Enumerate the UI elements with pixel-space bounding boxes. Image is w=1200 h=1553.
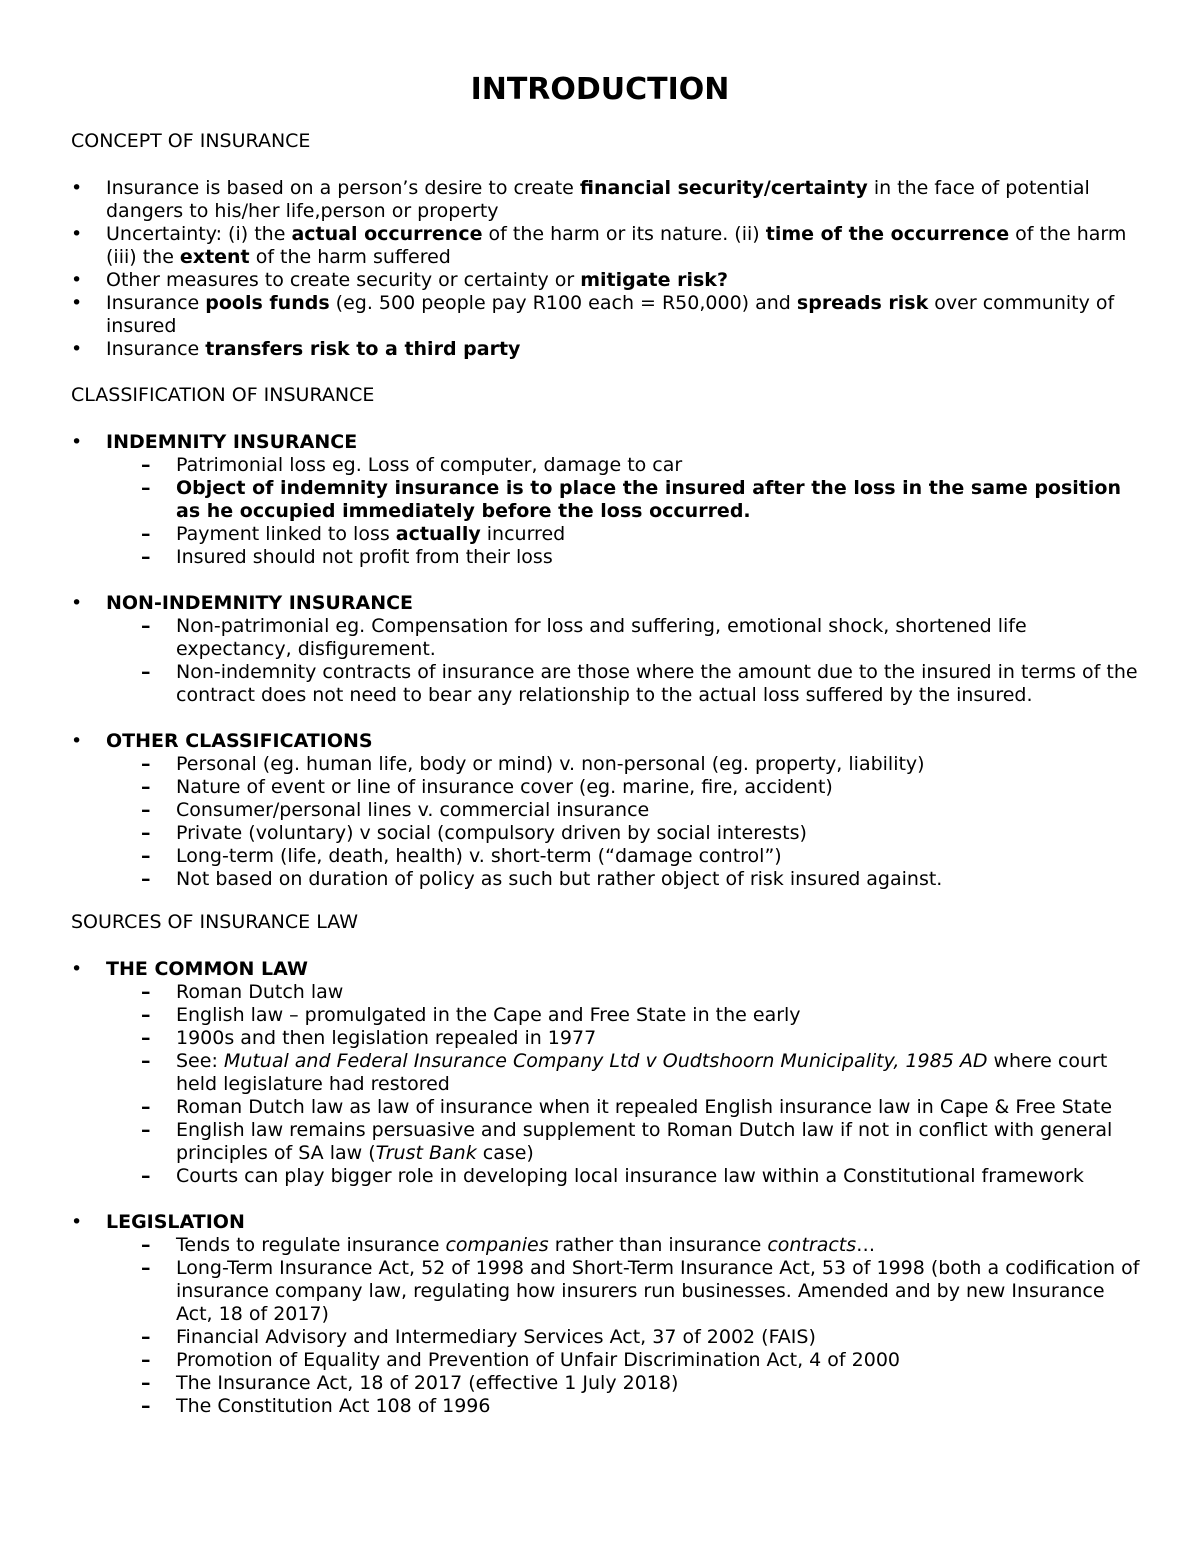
text-run: 1900s and then legislation repealed in 1977 [176, 1027, 597, 1049]
text-run: Trust Bank [375, 1142, 477, 1164]
text-run: Patrimonial loss eg. Loss of computer, damage to car [176, 454, 683, 476]
sub-list-item [141, 981, 1141, 1004]
list-item [71, 223, 1141, 269]
text-run: Tends to regulate insurance [176, 1234, 446, 1256]
text-run: Non-patrimonial eg. Compensation for loss and suffering, emotional shock, shortened life expectancy, disfigurement. [176, 615, 1027, 660]
sub-list-item-text [176, 546, 553, 568]
sub-list-item-text [176, 868, 942, 890]
dash-icon: – [141, 868, 151, 890]
text-run: Long-term (life, death, health) v. short-term (“damage control”) [176, 845, 782, 867]
dash-icon: – [141, 822, 151, 844]
text-run: Private (voluntary) v social (compulsory driven by social interests) [176, 822, 807, 844]
sub-list-item-text [176, 1349, 900, 1371]
sub-list-item [141, 1395, 1141, 1418]
text-run: See: [176, 1050, 224, 1072]
sub-list [71, 1234, 1141, 1418]
sub-list-item-text [176, 1326, 816, 1348]
sub-list-item-text [176, 1257, 1139, 1325]
sub-list-item-text [176, 477, 1121, 522]
text-run: Uncertainty: (i) the [106, 223, 292, 245]
sub-list-item [141, 661, 1141, 707]
text-run: companies [445, 1234, 549, 1256]
sub-list-item [141, 1096, 1141, 1119]
text-run: Insurance [106, 338, 206, 360]
dash-icon: – [141, 546, 151, 568]
text-run: case) [476, 1142, 534, 1164]
sub-list [71, 981, 1141, 1188]
sub-list-item [141, 822, 1141, 845]
text-run: mitigate risk? [580, 269, 728, 291]
list-item [71, 177, 1141, 223]
bullet-icon: • [71, 958, 83, 980]
text-run: Insurance is based on a person’s desire to create [106, 177, 580, 199]
dash-icon: – [141, 1004, 151, 1026]
sub-list-item-text [176, 1096, 1112, 1118]
text-run: rather than insurance [548, 1234, 768, 1256]
sub-list-item [141, 1234, 1141, 1257]
dash-icon: – [141, 1395, 151, 1417]
list-item-text [106, 269, 728, 291]
sub-list-item [141, 868, 1141, 891]
group-item [71, 730, 1141, 891]
sub-list-item [141, 1257, 1141, 1326]
sub-list-item-text [176, 1027, 596, 1049]
bullet-icon: • [71, 338, 83, 360]
sub-list-item-text [176, 822, 807, 844]
text-run: Not based on duration of policy as such but rather object of risk insured against. [176, 868, 943, 890]
bullet-icon: • [71, 223, 83, 245]
dash-icon: – [141, 753, 151, 775]
sub-list-item [141, 1050, 1141, 1096]
text-run: Roman Dutch law [176, 981, 344, 1003]
sub-list-item [141, 454, 1141, 477]
dash-icon: – [141, 1165, 151, 1187]
sub-list-item-text [176, 1234, 875, 1256]
group-label: LEGISLATION [106, 1211, 245, 1233]
dash-icon: – [141, 1119, 151, 1141]
dash-icon: – [141, 1349, 151, 1371]
text-run: English law – promulgated in the Cape and Free State in the early [176, 1004, 801, 1026]
text-run: Promotion of Equality and Prevention of Unfair Discrimination Act, 4 of 2000 [176, 1349, 900, 1371]
bullet-list [71, 958, 1141, 1418]
sub-list-item [141, 1119, 1141, 1165]
sub-list-item [141, 753, 1141, 776]
sub-list [71, 615, 1141, 707]
dash-icon: – [141, 845, 151, 867]
bullet-icon: • [71, 177, 83, 199]
sub-list-item-text [176, 776, 833, 798]
list-item-text [106, 338, 520, 360]
section-concept-of-insurance [71, 130, 1141, 361]
sub-list-item-text [176, 1050, 1107, 1095]
sub-list [71, 753, 1141, 891]
text-run: where court held legislature had restored [176, 1050, 1108, 1095]
section-sources-of-insurance-law [71, 911, 1141, 1441]
text-run: actual occurrence [291, 223, 483, 245]
sub-list-item-text [176, 1004, 801, 1026]
sub-list-item-text [176, 615, 1027, 660]
dash-icon: – [141, 1096, 151, 1118]
sub-list-item [141, 523, 1141, 546]
sub-list-item [141, 1165, 1141, 1188]
dash-icon: – [141, 776, 151, 798]
section-classification-of-insurance [71, 384, 1141, 914]
bullet-icon: • [71, 431, 83, 453]
bullet-icon: • [71, 730, 83, 752]
text-run: Mutual and Federal Insurance Company Ltd v Oudtshoorn Municipality, 1985 AD [223, 1050, 988, 1072]
section-heading: CONCEPT OF INSURANCE [71, 130, 311, 152]
dash-icon: – [141, 1234, 151, 1256]
text-run: transfers risk to a third party [205, 338, 521, 360]
dash-icon: – [141, 477, 151, 499]
text-run: Consumer/personal lines v. commercial insurance [176, 799, 650, 821]
section-heading: CLASSIFICATION OF INSURANCE [71, 384, 375, 406]
dash-icon: – [141, 661, 151, 683]
text-run: actually [395, 523, 481, 545]
sub-list-item [141, 615, 1141, 661]
sub-list-item [141, 776, 1141, 799]
group-item [71, 958, 1141, 1188]
text-run: Payment linked to loss [176, 523, 396, 545]
sub-list-item-text [176, 1395, 490, 1417]
text-run: spreads risk [796, 292, 929, 314]
sub-list-item [141, 1326, 1141, 1349]
list-item [71, 292, 1141, 338]
bullet-list [71, 431, 1141, 891]
section-heading: SOURCES OF INSURANCE LAW [71, 911, 358, 933]
text-run: incurred [480, 523, 566, 545]
text-run: Nature of event or line of insurance cover (eg. marine, fire, accident) [176, 776, 833, 798]
group-label: NON-INDEMNITY INSURANCE [106, 592, 414, 614]
sub-list-item-text [176, 1165, 1084, 1187]
text-run: of the harm (iii) the [106, 223, 1127, 268]
dash-icon: – [141, 454, 151, 476]
sub-list-item [141, 477, 1141, 523]
text-run: financial security/certainty [579, 177, 868, 199]
text-run: (eg. 500 people pay R100 each = R50,000) and [329, 292, 797, 314]
group-item [71, 431, 1141, 569]
text-run: Long-Term Insurance Act, 52 of 1998 and Short-Term Insurance Act, 53 of 1998 (both a codification of insurance company law, regulating how insurers run businesses. Amended and by new Insurance Act, 18 of 2017) [176, 1257, 1140, 1325]
text-run: The Insurance Act, 18 of 2017 (effective 1 July 2018) [176, 1372, 679, 1394]
page-title: INTRODUCTION [470, 72, 730, 107]
text-run: pools funds [205, 292, 330, 314]
sub-list-item-text [176, 661, 1138, 706]
text-run: Personal (eg. human life, body or mind) v. non-personal (eg. property, liability) [176, 753, 925, 775]
text-run: contracts [767, 1234, 857, 1256]
sub-list-item [141, 546, 1141, 569]
group-item [71, 1211, 1141, 1418]
sub-list-item-text [176, 799, 649, 821]
text-run: The Constitution Act 108 of 1996 [176, 1395, 491, 1417]
text-run: extent [179, 246, 250, 268]
sub-list-item-text [176, 454, 682, 476]
dash-icon: – [141, 523, 151, 545]
dash-icon: – [141, 615, 151, 637]
group-label: OTHER CLASSIFICATIONS [106, 730, 373, 752]
bullet-icon: • [71, 269, 83, 291]
list-item-text [106, 177, 1090, 222]
text-run: Insured should not profit from their loss [176, 546, 553, 568]
sub-list-item [141, 1027, 1141, 1050]
text-run: Courts can play bigger role in developing local insurance law within a Constitutional framework [176, 1165, 1084, 1187]
text-run: of the harm or its nature. (ii) [482, 223, 766, 245]
dash-icon: – [141, 1027, 151, 1049]
dash-icon: – [141, 1257, 151, 1279]
text-run: Insurance [106, 292, 206, 314]
bullet-icon: • [71, 1211, 83, 1233]
bullet-icon: • [71, 592, 83, 614]
text-run: English law remains persuasive and supplement to Roman Dutch law if not in conflict with general principles of SA law ( [176, 1119, 1113, 1164]
sub-list-item-text [176, 981, 343, 1003]
dash-icon: – [141, 799, 151, 821]
group-label: THE COMMON LAW [106, 958, 308, 980]
sub-list-item [141, 799, 1141, 822]
sub-list-item-text [176, 753, 925, 775]
group-label: INDEMNITY INSURANCE [106, 431, 358, 453]
text-run: … [856, 1234, 876, 1256]
text-run: Other measures to create security or certainty or [106, 269, 581, 291]
list-item-text [106, 292, 1114, 337]
text-run: Object of indemnity insurance is to place the insured after the loss in the same position as he occupied immediately before the loss occurred. [176, 477, 1121, 522]
sub-list-item-text [176, 1372, 678, 1394]
sub-list-item [141, 1349, 1141, 1372]
sub-list-item [141, 845, 1141, 868]
dash-icon: – [141, 1326, 151, 1348]
list-item [71, 338, 1141, 361]
text-run: of the harm suffered [249, 246, 451, 268]
text-run: Roman Dutch law as law of insurance when it repealed English insurance law in Cape & Free State [176, 1096, 1113, 1118]
bullet-icon: • [71, 292, 83, 314]
text-run: Financial Advisory and Intermediary Services Act, 37 of 2002 (FAIS) [176, 1326, 816, 1348]
dash-icon: – [141, 1050, 151, 1072]
list-item-text [106, 223, 1126, 268]
sub-list-item-text [176, 523, 565, 545]
text-run: time of the occurrence [765, 223, 1010, 245]
sub-list-item-text [176, 845, 782, 867]
sub-list-item [141, 1004, 1141, 1027]
text-run: in the face of potential dangers to his/her life,person or property [106, 177, 1090, 222]
sub-list [71, 454, 1141, 569]
dash-icon: – [141, 981, 151, 1003]
group-item [71, 592, 1141, 707]
text-run: Non-indemnity contracts of insurance are those where the amount due to the insured in terms of the contract does not need to bear any relationship to the actual loss suffered by the insured. [176, 661, 1138, 706]
list-item [71, 269, 1141, 292]
bullet-list [71, 177, 1141, 361]
sub-list-item-text [176, 1119, 1112, 1164]
text-run: over community of insured [106, 292, 1115, 337]
dash-icon: – [141, 1372, 151, 1394]
sub-list-item [141, 1372, 1141, 1395]
